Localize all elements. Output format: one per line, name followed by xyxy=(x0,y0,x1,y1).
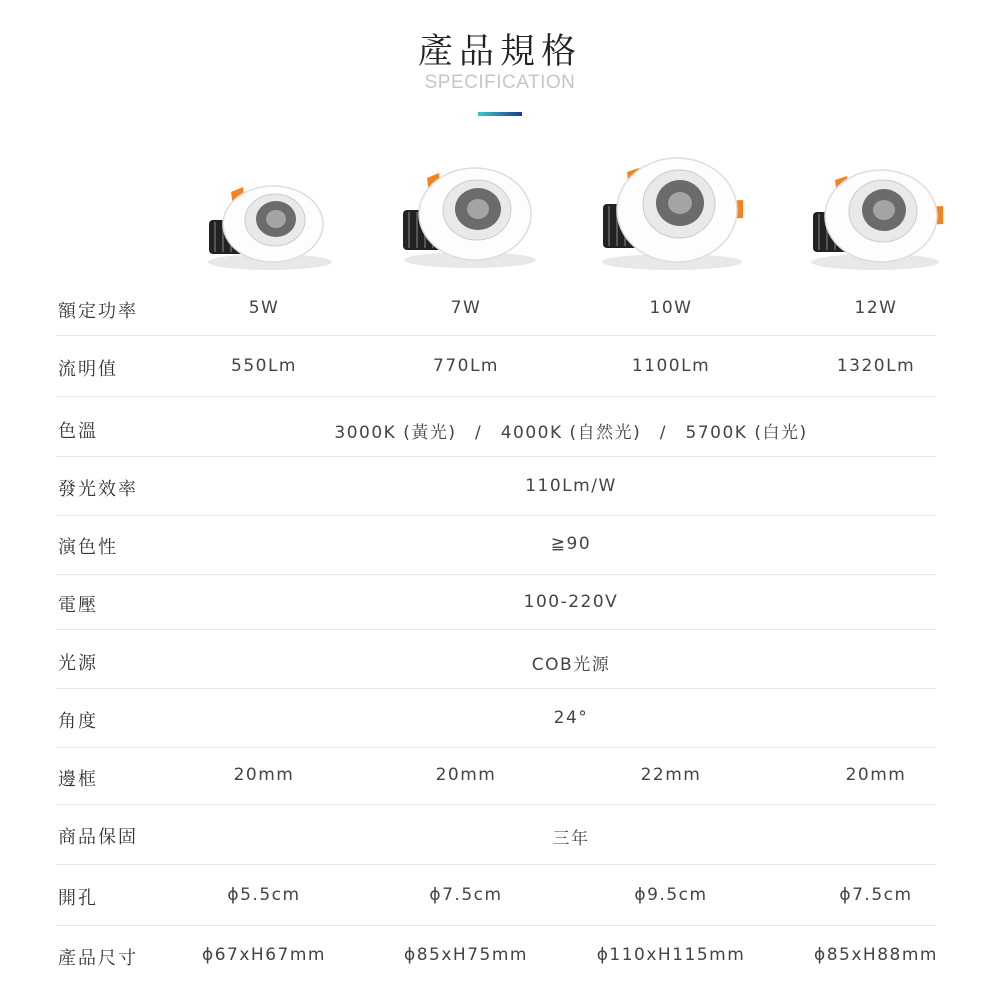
spec-value: ϕ7.5cm xyxy=(429,885,503,905)
spec-value: 12W xyxy=(854,298,898,318)
spec-label: 角度 xyxy=(58,711,98,732)
spec-value: 22mm xyxy=(640,765,702,785)
spec-label: 額定功率 xyxy=(58,301,138,322)
spec-value: 7W xyxy=(450,298,482,318)
spec-value: ϕ67xH67mm xyxy=(202,945,326,965)
spec-label: 色溫 xyxy=(58,421,98,442)
spec-row-power xyxy=(56,288,936,336)
downlight-7w-icon xyxy=(395,150,545,275)
spec-row-cutout xyxy=(56,864,936,926)
spec-value: ϕ9.5cm xyxy=(634,885,708,905)
spec-label: 光源 xyxy=(58,653,98,674)
spec-value: 20mm xyxy=(435,765,497,785)
spec-row-cri xyxy=(56,515,936,575)
downlight-5w-icon xyxy=(195,162,345,287)
spec-value: 10W xyxy=(649,298,693,318)
downlight-12w-icon xyxy=(805,156,955,281)
spec-row-size xyxy=(56,925,936,985)
spec-row-lumen xyxy=(56,335,936,397)
spec-label: 商品保固 xyxy=(58,827,138,848)
spec-value: ϕ5.5cm xyxy=(227,885,301,905)
spec-value: ϕ85xH88mm xyxy=(814,945,938,965)
spec-value: 20mm xyxy=(233,765,295,785)
spec-value: 24° xyxy=(553,708,589,728)
spec-value: 1100Lm xyxy=(631,356,711,376)
downlight-10w-icon xyxy=(597,148,747,273)
spec-value: ϕ85xH75mm xyxy=(404,945,528,965)
spec-value: ≧90 xyxy=(550,534,592,554)
spec-row-efficacy xyxy=(56,456,936,516)
spec-value: 770Lm xyxy=(433,356,499,376)
spec-label: 發光效率 xyxy=(58,479,138,500)
spec-value: ϕ110xH115mm xyxy=(596,945,746,965)
spec-label: 產品尺寸 xyxy=(58,948,138,969)
spec-row-cct xyxy=(56,396,936,457)
page-subtitle: SPECIFICATION xyxy=(424,72,576,93)
spec-value: COB光源 xyxy=(531,655,611,675)
spec-row-warranty xyxy=(56,804,936,865)
spec-row-voltage xyxy=(56,574,936,630)
spec-label: 開孔 xyxy=(58,888,98,909)
spec-value: 550Lm xyxy=(231,356,297,376)
spec-label: 電壓 xyxy=(58,595,98,616)
spec-row-bezel xyxy=(56,747,936,805)
spec-label: 邊框 xyxy=(58,769,98,790)
spec-value: 100-220V xyxy=(523,592,619,612)
spec-row-source xyxy=(56,629,936,689)
spec-label: 演色性 xyxy=(58,537,118,558)
spec-value: 20mm xyxy=(845,765,907,785)
spec-value: 5W xyxy=(248,298,280,318)
spec-value: 1320Lm xyxy=(836,356,916,376)
page-title: 產品規格 xyxy=(417,32,582,72)
spec-value: ϕ7.5cm xyxy=(839,885,913,905)
spec-label: 流明值 xyxy=(58,359,118,380)
spec-row-angle xyxy=(56,688,936,748)
spec-value: 三年 xyxy=(552,829,590,849)
spec-value: 110Lm/W xyxy=(525,476,617,496)
title-accent-bar xyxy=(478,112,522,116)
spec-value: 3000K (黃光) / 4000K (自然光) / 5700K (白光) xyxy=(334,423,808,443)
